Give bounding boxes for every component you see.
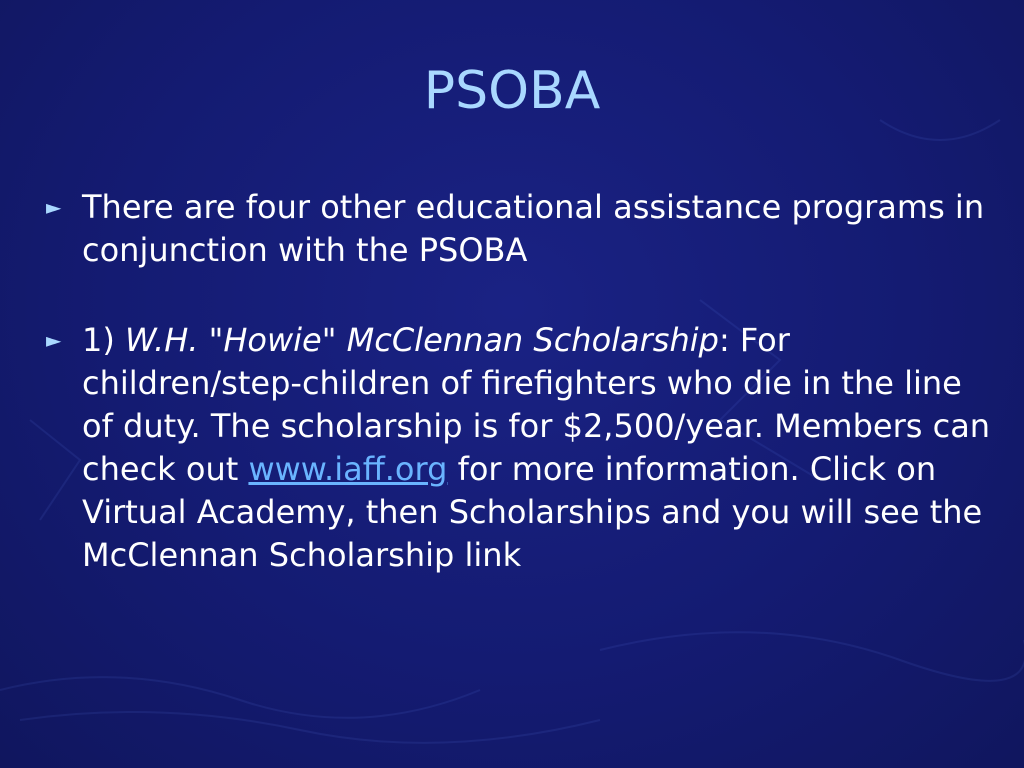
- bullet-arrow-icon: ►: [46, 195, 62, 219]
- bullet-text: There are four other educational assistance programs in conjunction with the PSOBA: [82, 188, 985, 269]
- bullet-item: [46, 186, 996, 272]
- scholarship-name: W.H. "Howie" McClennan Scholarship: [125, 321, 719, 359]
- bullet-text-part-b: for more information. Click on Virtual Academy, then Scholarships and you will see the McClennan Scholarship link: [82, 450, 983, 574]
- slide-title: PSOBA: [423, 61, 601, 121]
- iaff-link[interactable]: www.iaff.org: [248, 450, 448, 488]
- bullet-arrow-icon: ►: [46, 328, 62, 352]
- bullet-number: 1): [82, 321, 126, 359]
- bullet-list: [46, 186, 996, 624]
- bullet-text-part-a: : For children/step-children of firefighters who die in the line of duty. The scholarship is for $2,500/year. Members can check out: [82, 321, 991, 488]
- bullet-item: [46, 319, 996, 577]
